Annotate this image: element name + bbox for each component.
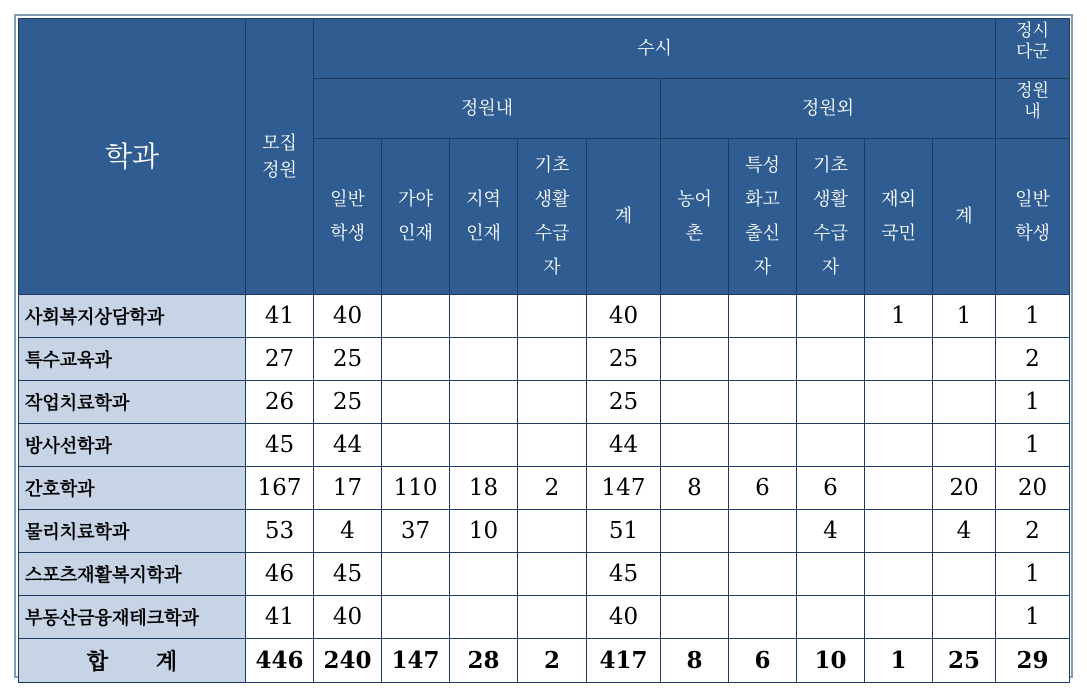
dept-name: 부동산금융재테크학과 [19, 596, 246, 639]
value-cell [518, 295, 587, 338]
value-cell: 8 [661, 467, 729, 510]
value-cell [933, 553, 996, 596]
value-cell: 446 [246, 639, 314, 683]
value-cell [518, 338, 587, 381]
value-cell [865, 338, 933, 381]
header-basic: 기초 생활 수급 자 [518, 139, 587, 295]
value-cell: 4 [314, 510, 382, 553]
table-row [19, 424, 1070, 467]
value-cell: 18 [450, 467, 518, 510]
value-cell: 41 [246, 596, 314, 639]
value-cell [865, 381, 933, 424]
value-cell: 44 [587, 424, 661, 467]
value-cell [382, 381, 450, 424]
value-cell [518, 510, 587, 553]
value-cell: 1 [865, 295, 933, 338]
header-sum-out: 계 [933, 139, 996, 295]
value-cell [518, 553, 587, 596]
value-cell: 41 [246, 295, 314, 338]
value-cell: 1 [865, 639, 933, 683]
value-cell: 37 [382, 510, 450, 553]
value-cell [729, 295, 797, 338]
dept-name: 사회복지상담학과 [19, 295, 246, 338]
value-cell: 25 [314, 381, 382, 424]
value-cell [933, 596, 996, 639]
value-cell: 26 [246, 381, 314, 424]
value-cell: 1 [996, 553, 1070, 596]
value-cell [797, 553, 865, 596]
value-cell [797, 295, 865, 338]
value-cell: 40 [314, 295, 382, 338]
value-cell [661, 510, 729, 553]
value-cell [661, 596, 729, 639]
value-cell [797, 596, 865, 639]
value-cell [450, 596, 518, 639]
value-cell: 240 [314, 639, 382, 683]
dept-name: 스포츠재활복지학과 [19, 553, 246, 596]
total-row [19, 639, 1070, 683]
value-cell: 110 [382, 467, 450, 510]
value-cell: 6 [797, 467, 865, 510]
value-cell [382, 553, 450, 596]
value-cell: 25 [933, 639, 996, 683]
value-cell: 417 [587, 639, 661, 683]
value-cell [518, 596, 587, 639]
value-cell: 53 [246, 510, 314, 553]
value-cell: 51 [587, 510, 661, 553]
value-cell: 167 [246, 467, 314, 510]
value-cell: 1 [996, 424, 1070, 467]
value-cell [661, 381, 729, 424]
table-row [19, 510, 1070, 553]
value-cell [729, 510, 797, 553]
value-cell [382, 295, 450, 338]
value-cell: 45 [246, 424, 314, 467]
header-recruit: 모집 정원 [246, 19, 314, 295]
header-in-quota: 정원내 [314, 79, 661, 139]
header-region: 지역 인재 [450, 139, 518, 295]
value-cell: 6 [729, 467, 797, 510]
value-cell [729, 553, 797, 596]
header-jeongsi: 정시 다군 [996, 19, 1070, 79]
value-cell: 20 [933, 467, 996, 510]
value-cell [518, 381, 587, 424]
value-cell [450, 295, 518, 338]
value-cell: 44 [314, 424, 382, 467]
value-cell: 46 [246, 553, 314, 596]
value-cell [382, 338, 450, 381]
value-cell [450, 381, 518, 424]
table-header [19, 19, 1070, 295]
value-cell: 1 [996, 381, 1070, 424]
value-cell [865, 467, 933, 510]
value-cell: 40 [314, 596, 382, 639]
value-cell: 27 [246, 338, 314, 381]
value-cell [865, 424, 933, 467]
value-cell: 1 [996, 596, 1070, 639]
header-susi: 수시 [314, 19, 996, 79]
value-cell: 40 [587, 596, 661, 639]
value-cell: 29 [996, 639, 1070, 683]
table-body [19, 295, 1070, 683]
table-row [19, 596, 1070, 639]
value-cell: 45 [587, 553, 661, 596]
header-sum-in: 계 [587, 139, 661, 295]
table-row [19, 467, 1070, 510]
admission-quota-table [18, 18, 1070, 683]
header-special: 특성 화고 출신 자 [729, 139, 797, 295]
value-cell [661, 553, 729, 596]
value-cell [518, 424, 587, 467]
value-cell: 2 [518, 639, 587, 683]
value-cell [865, 553, 933, 596]
dept-name: 방사선학과 [19, 424, 246, 467]
value-cell: 40 [587, 295, 661, 338]
value-cell: 10 [797, 639, 865, 683]
header-basic-out: 기초 생활 수급 자 [797, 139, 865, 295]
value-cell: 25 [587, 381, 661, 424]
value-cell [933, 381, 996, 424]
value-cell [450, 553, 518, 596]
value-cell: 1 [933, 295, 996, 338]
header-rural: 농어 촌 [661, 139, 729, 295]
value-cell [450, 338, 518, 381]
value-cell [382, 424, 450, 467]
value-cell [729, 381, 797, 424]
value-cell: 4 [933, 510, 996, 553]
value-cell [933, 424, 996, 467]
value-cell: 2 [996, 338, 1070, 381]
value-cell: 4 [797, 510, 865, 553]
value-cell [661, 295, 729, 338]
value-cell: 8 [661, 639, 729, 683]
value-cell: 25 [587, 338, 661, 381]
value-cell: 45 [314, 553, 382, 596]
value-cell [865, 510, 933, 553]
value-cell: 147 [382, 639, 450, 683]
value-cell [865, 596, 933, 639]
value-cell [729, 596, 797, 639]
value-cell: 1 [996, 295, 1070, 338]
table-row [19, 381, 1070, 424]
header-general: 일반 학생 [314, 139, 382, 295]
dept-name: 간호학과 [19, 467, 246, 510]
value-cell: 17 [314, 467, 382, 510]
dept-name: 물리치료학과 [19, 510, 246, 553]
header-out-quota: 정원외 [661, 79, 996, 139]
total-label: 합 계 [19, 639, 246, 683]
value-cell: 147 [587, 467, 661, 510]
value-cell: 6 [729, 639, 797, 683]
table-row [19, 338, 1070, 381]
value-cell [382, 596, 450, 639]
value-cell: 20 [996, 467, 1070, 510]
value-cell [450, 424, 518, 467]
value-cell [729, 338, 797, 381]
header-jeongsi-in: 정원 내 [996, 79, 1070, 139]
dept-name: 작업치료학과 [19, 381, 246, 424]
value-cell [933, 338, 996, 381]
value-cell [661, 338, 729, 381]
header-gaya: 가야 인재 [382, 139, 450, 295]
table-row [19, 553, 1070, 596]
dept-name: 특수교육과 [19, 338, 246, 381]
header-dept: 학과 [19, 19, 246, 295]
value-cell [797, 338, 865, 381]
value-cell: 28 [450, 639, 518, 683]
header-jeongsi-general: 일반 학생 [996, 139, 1070, 295]
value-cell: 2 [996, 510, 1070, 553]
value-cell: 2 [518, 467, 587, 510]
value-cell [797, 424, 865, 467]
value-cell: 25 [314, 338, 382, 381]
value-cell [661, 424, 729, 467]
table-row [19, 295, 1070, 338]
header-overseas: 재외 국민 [865, 139, 933, 295]
value-cell: 10 [450, 510, 518, 553]
value-cell [729, 424, 797, 467]
value-cell [797, 381, 865, 424]
